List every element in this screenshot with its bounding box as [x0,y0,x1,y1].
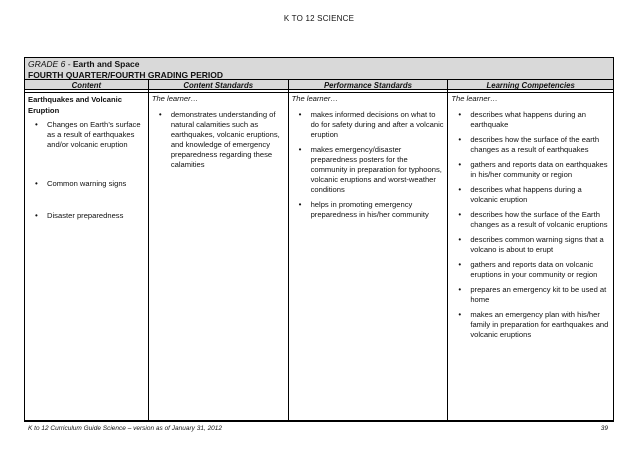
content-title: Earthquakes and Volcanic Eruption [28,95,122,115]
page-number: 39 [600,425,608,432]
grade-line [28,59,610,69]
footer-text: K to 12 Curriculum Guide Science – version as of January 31, 2012 [28,425,223,432]
competencies-list [451,110,610,340]
performance-list [292,110,445,220]
curriculum-table [24,79,614,422]
list-item: • Changes on Earth’s surface as a result of earthquakes and/or volcanic eruption [47,120,145,150]
content-list [28,120,145,221]
list-item: • describes what happens during an earthquake [470,110,610,130]
list-item: • describes how the surface of the earth changes as a result of earthquakes [470,135,610,155]
list-item: • gathers and reports data on earthquakes in his/her community or region [470,160,610,180]
table-row [25,93,614,422]
performance-standards-cell [288,93,448,422]
table-header-row [25,80,614,93]
list-item: • makes an emergency plan with his/her family in preparation for earthquakes and volcanic eruptions [470,310,610,340]
list-item: • helps in promoting emergency preparedness in his/her community [311,200,445,220]
list-item: • describes what happens during a volcanic eruption [470,185,610,205]
list-item: • makes informed decisions on what to do for safety during and after a volcanic eruption [311,110,445,140]
column-header-content-standards: Content Standards [148,80,288,93]
learner-label: The learner… [451,94,498,103]
list-item: • makes emergency/disaster preparedness posters for the community in preparation for typhoons, volcanic eruptions and worst-weather conditions [311,145,445,195]
learning-competencies-cell [448,93,614,422]
grade-label: GRADE 6 - [28,59,71,69]
list-item: • Common warning signs [47,179,145,189]
column-header-learning-competencies: Learning Competencies [448,80,614,93]
list-item: • demonstrates understanding of natural calamities such as earthquakes, volcanic eruptions, and knowledge of emergency preparedness regarding these calamities [171,110,285,170]
list-item: • prepares an emergency kit to be used at home [470,285,610,305]
list-item: • gathers and reports data on volcanic eruptions in your community or region [470,260,610,280]
grade-subject: Earth and Space [72,59,140,69]
content-standards-cell [148,93,288,422]
column-header-performance-standards: Performance Standards [288,80,448,93]
list-item: • describes how the surface of the Earth changes as a result of volcanic eruptions [470,210,610,230]
page-header-title: K TO 12 SCIENCE [283,14,355,23]
learner-label: The learner… [291,94,339,103]
list-item: • Disaster preparedness [47,211,145,221]
list-item: • describes common warning signs that a volcano is about to erupt [470,235,610,255]
grading-period: FOURTH QUARTER/FOURTH GRADING PERIOD [28,70,224,80]
footer-divider [24,420,614,421]
standards-list [152,110,285,170]
column-header-content: Content [25,80,149,93]
content-cell [25,93,149,422]
learner-label: The learner… [151,94,199,103]
